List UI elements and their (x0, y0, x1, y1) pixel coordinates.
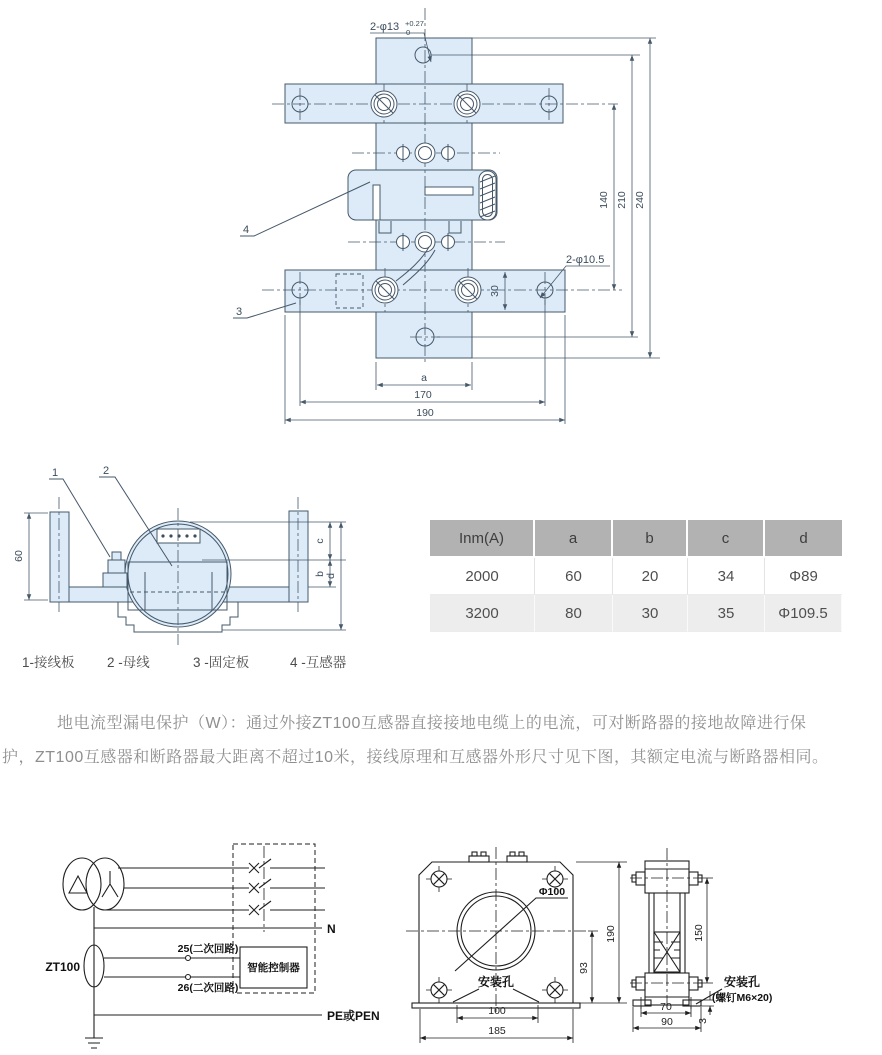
paragraph-line-2: 护，ZT100互感器和断路器最大距离不超过10米，接线原理和互感器外形尺寸见下图，其额定电流与断路器相同。 (2, 749, 829, 766)
source-transformer-symbol (63, 858, 124, 910)
col-header-c: c (688, 520, 765, 558)
dim-150: 150 (693, 924, 705, 942)
cell: Φ89 (765, 558, 842, 595)
dim-3: 3 (697, 1018, 709, 1024)
cell: 2000 (430, 558, 535, 595)
dim-b: b (314, 571, 326, 577)
breaker-mounting-dimension-drawing (225, 0, 680, 435)
mounting-hole-label: 安装孔 (477, 975, 515, 989)
dim-30: 30 (489, 285, 501, 297)
col-header-inm: Inm(A) (430, 520, 535, 558)
busbar-ct-side-drawing (10, 455, 400, 650)
terminal-plate-right (289, 511, 308, 602)
delta-winding-icon (69, 876, 87, 893)
cell: 35 (688, 595, 765, 632)
connection-block (103, 552, 127, 587)
secondary-circuit (104, 956, 240, 980)
pe-label: PE或PEN (327, 1009, 380, 1023)
wiring-principle-diagram (25, 835, 385, 1055)
legend-item-3: 3 -固定板 (193, 655, 250, 670)
ground-icon (85, 1038, 103, 1048)
dim-c: c (314, 538, 326, 544)
cell: 80 (535, 595, 613, 632)
dim-185: 185 (488, 1025, 506, 1037)
ct-front-view-drawing (398, 840, 638, 1052)
mounting-hole-label: 安装孔 (724, 975, 761, 989)
table-row-2000 (430, 558, 842, 595)
phase-lines-with-breaker (105, 859, 325, 915)
dim-90: 90 (661, 1016, 673, 1028)
dim-170: 170 (414, 389, 432, 401)
ct-body (348, 170, 497, 220)
legend-item-1: 1-接线板 (22, 655, 75, 670)
dim-190: 190 (416, 407, 434, 419)
col-header-d: d (765, 520, 842, 558)
dim-240: 240 (634, 191, 646, 209)
col-header-b: b (613, 520, 688, 558)
table-row-3200 (430, 595, 842, 632)
dim-93: 93 (578, 962, 590, 974)
spec-table-header-row (430, 520, 842, 558)
dim-100: 100 (488, 1005, 506, 1017)
dim-140: 140 (598, 191, 610, 209)
secondary-25-label: 25(二次回路) (177, 943, 239, 955)
dim-d: d (325, 573, 337, 579)
dim-190: 190 (605, 925, 617, 943)
callout-3-label: 3 (235, 306, 243, 318)
spec-table (430, 520, 842, 632)
ct-label: ZT100 (45, 960, 80, 974)
ct-terminal-strip (157, 529, 200, 543)
star-winding-icon (102, 871, 118, 897)
callout-1-label: 1 (51, 467, 59, 479)
legend-item-2: 2 -母线 (107, 655, 150, 670)
dim-70: 70 (660, 1001, 672, 1013)
legend-item-4: 4 -互感器 (290, 655, 347, 670)
secondary-26-label: 26(二次回路) (177, 982, 239, 994)
dim-a: a (421, 372, 427, 384)
cell: 30 (613, 595, 688, 632)
controller-label: 智能控制器 (247, 962, 300, 974)
dim-210: 210 (616, 191, 628, 209)
ct-side-view-drawing (623, 840, 882, 1052)
cell: 34 (688, 558, 765, 595)
paragraph-line-1: 地电流型漏电保护（W）：通过外接ZT100互感器直接接地电缆上的电流，可对断路器的接地故障进行保 (57, 715, 807, 732)
cell: 60 (535, 558, 613, 595)
dim-60-extensions (24, 513, 48, 600)
callout-2-label: 2 (102, 465, 110, 477)
top-hole-tol-upper: +0.27 (405, 19, 424, 28)
n-label: N (327, 922, 336, 936)
dim-60: 60 (13, 550, 25, 562)
side-hole-note: 2-φ10.5 (566, 254, 605, 266)
col-header-a: a (535, 520, 613, 558)
extension-lines (633, 878, 714, 1032)
hole-dia-label: Φ100 (538, 886, 566, 898)
cell: Φ109.5 (765, 595, 842, 632)
terminal-plate-left (50, 512, 69, 602)
cell: 20 (613, 558, 688, 595)
screw-note: (螺钉M6×20) (712, 992, 773, 1004)
top-hole-tol-lower: 0 (406, 28, 411, 37)
top-hole-note: 2-φ13 (370, 21, 400, 33)
description-paragraph (2, 707, 848, 775)
cell: 3200 (430, 595, 535, 632)
callout-4-label: 4 (242, 224, 250, 236)
hole-dia-leader (455, 898, 568, 971)
top-terminals (469, 852, 527, 862)
